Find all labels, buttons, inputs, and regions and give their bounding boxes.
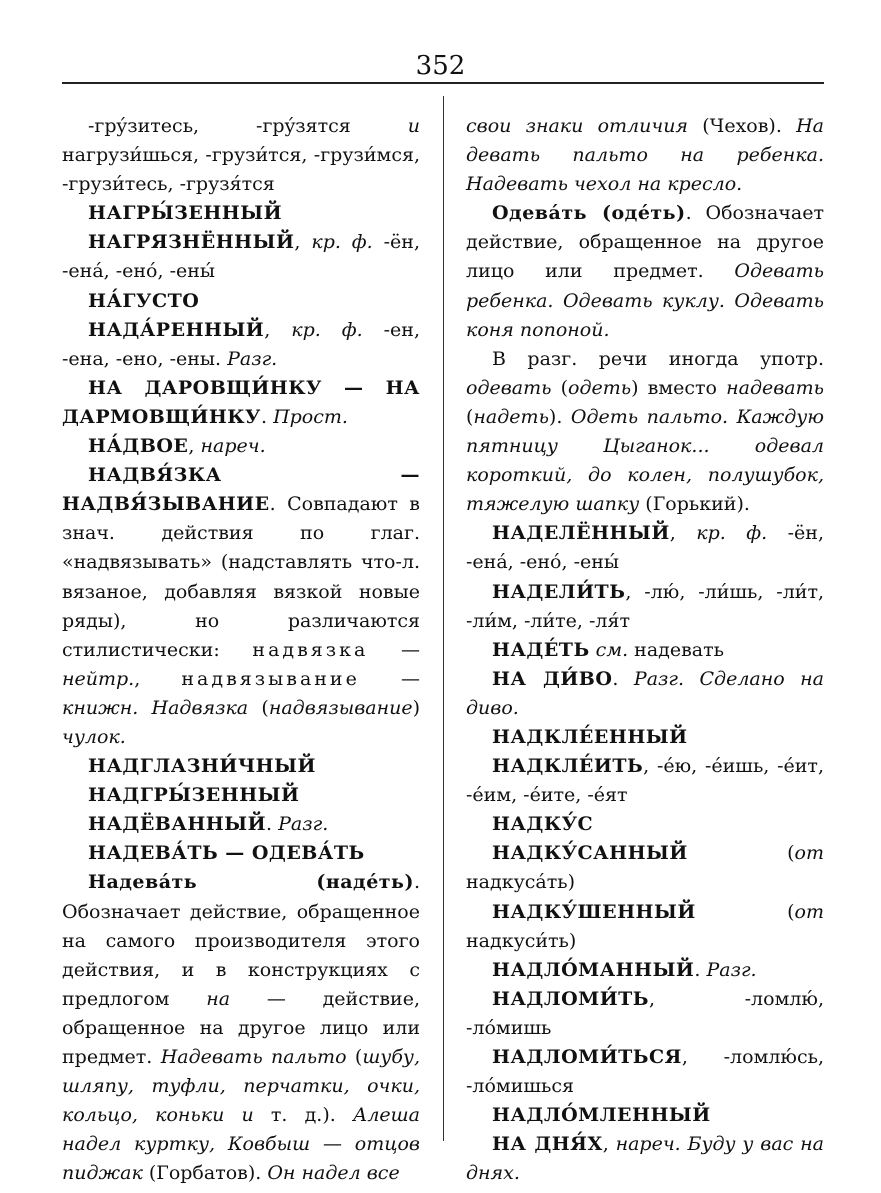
entry-text: надвязка xyxy=(252,638,369,661)
entry-text: , xyxy=(264,318,292,341)
entry-text: от xyxy=(794,842,824,865)
entry-text: кр. ф. xyxy=(291,318,363,341)
headword: НАДЛОМИ́ТЬ xyxy=(492,987,649,1010)
entry-text: т. д.). xyxy=(253,1104,353,1127)
entry-text: . Совпадают в знач. действия по глаг. «надвязывать» (надставлять что-л. вязаное, добавляя вязкой новые ряды), но различаются стилистически: xyxy=(62,493,420,661)
entry-text: -ён, -енá, -енó, -ены́ xyxy=(466,522,824,574)
entry-text: . Обозначает действие, обращенное на самого производителя этого действия, и в конструкциях с предлогом xyxy=(62,871,420,1010)
headword: НАДГЛАЗНИ́ЧНЫЙ xyxy=(88,755,316,778)
headword: НАДА́РЕННЫЙ xyxy=(88,318,265,341)
headword: НАДКУ́ШЕННЫЙ xyxy=(492,900,696,923)
entry-text: Надевать пальто xyxy=(160,1046,347,1068)
entry-text: надкусáть) xyxy=(466,871,575,894)
entry-text: . xyxy=(260,405,274,428)
headword: НАДЕЛИ́ТЬ xyxy=(492,580,626,603)
dictionary-entry xyxy=(466,752,824,810)
entry-text: -ён, -енá, -енó, -ены́ xyxy=(62,231,420,283)
entry-text: одевать xyxy=(466,376,552,399)
dictionary-entry xyxy=(466,956,824,985)
entry-text: , -éю, -éишь, -éит, -éим, -éите, -éят xyxy=(466,755,824,807)
dictionary-entry xyxy=(466,578,824,636)
entry-text: ) xyxy=(412,696,420,719)
entry-text: одеть xyxy=(568,376,632,399)
dictionary-entry xyxy=(62,461,420,752)
entry-text: ) вместо xyxy=(631,376,727,399)
dictionary-entry xyxy=(466,519,824,577)
entry-text: Разг. Сделано на диво. xyxy=(466,667,824,719)
dictionary-entry xyxy=(466,810,824,839)
dictionary-entry xyxy=(62,228,420,286)
dictionary-entry xyxy=(62,868,420,1188)
entry-text: (Горький). xyxy=(639,493,750,516)
entry-text: шубу, шляпу, туфли, перчатки, очки, кольцо, коньки xyxy=(62,1046,420,1127)
entry-text: кр. ф. xyxy=(696,522,768,545)
headword: НАГРЫ́ЗЕННЫЙ xyxy=(88,202,283,225)
entry-text: нагрузи́шься, -грузи́тся, -грузи́мся, -грузи́тесь, -грузя́тся xyxy=(62,144,420,196)
entry-text: надкуси́ть) xyxy=(466,929,577,952)
entry-text: . xyxy=(694,958,707,981)
dictionary-entry xyxy=(466,723,824,752)
entry-text: надеть xyxy=(473,405,549,428)
entry-text: . xyxy=(266,813,279,836)
left-column xyxy=(62,112,420,1188)
entry-text: на xyxy=(206,987,231,1010)
entry-text: (Чехов). xyxy=(688,115,797,137)
entry-text: и xyxy=(241,1104,254,1127)
dictionary-entry xyxy=(62,287,420,316)
entry-text: ( xyxy=(695,900,795,923)
entry-text: ( xyxy=(248,696,269,719)
dictionary-entry xyxy=(466,1043,824,1101)
entry-text: , -лю́, -ли́шь, -ли́т, -ли́м, -ли́те, -ля́т xyxy=(466,580,824,632)
headword: НАДВЯ́ЗКА — НАДВЯ́ЗЫВАНИЕ xyxy=(62,464,420,516)
headword: НАГРЯЗНЁННЫЙ xyxy=(88,231,295,254)
headword: НАДКЛЕ́ЕННЫЙ xyxy=(492,725,688,748)
headword: НАДЁВАННЫЙ xyxy=(88,813,267,836)
dictionary-entry xyxy=(62,374,420,432)
headword: НАДЕЛЁННЫЙ xyxy=(492,522,670,545)
entry-text: нейтр. xyxy=(62,667,135,690)
entry-text: На девать пальто на ребенка. Надевать чехол на кресло. xyxy=(466,115,824,196)
dictionary-entry xyxy=(466,636,824,665)
dictionary-entry xyxy=(466,345,824,520)
dictionary-entry xyxy=(466,199,824,344)
entry-text: — действие, обращенное на другое лицо или предмет. xyxy=(62,987,420,1068)
entry-text: , xyxy=(669,522,697,545)
entry-text: кр. ф. xyxy=(311,231,373,254)
entry-text: нареч. Буду у вас на днях. xyxy=(466,1133,824,1185)
dictionary-entry xyxy=(466,839,824,897)
entry-text: Разг. xyxy=(706,958,757,981)
entry-text xyxy=(224,1104,241,1126)
entry-text: -грýзитесь, -грýзятся xyxy=(88,115,408,137)
entry-text: ). xyxy=(548,405,571,428)
headword: НАДЛОМИ́ТЬСЯ xyxy=(492,1046,682,1068)
entry-text: книжн. Надвязка xyxy=(62,696,249,719)
entry-text: Разг. xyxy=(278,813,329,836)
entry-text: Он надел все xyxy=(267,1162,400,1185)
entry-text: Прост. xyxy=(273,405,348,428)
headword: Одевáть (одéть) xyxy=(492,202,686,225)
entry-text: надвязывание xyxy=(268,696,413,719)
headword: НАДЕ́ТЬ xyxy=(492,638,590,661)
column-divider xyxy=(443,96,444,1141)
dictionary-entry xyxy=(466,665,824,723)
headword: НАДГРЫ́ЗЕННЫЙ xyxy=(88,784,300,807)
entry-text: см. xyxy=(595,638,629,661)
entry-text: , xyxy=(134,667,182,690)
entry-text: надевать xyxy=(628,638,724,661)
headword: НАДЛО́МЛЕННЫЙ xyxy=(492,1104,711,1127)
header-rule xyxy=(62,82,824,84)
entry-text: (Горбатов). xyxy=(142,1162,268,1185)
entry-text: нареч. xyxy=(200,435,266,458)
headword: НАДЕВА́ТЬ — ОДЕВА́ТЬ xyxy=(88,842,365,865)
entry-text: Разг. xyxy=(227,347,278,370)
entry-text: — xyxy=(359,667,420,690)
headword: НА́ГУСТО xyxy=(88,289,200,312)
dictionary-entry xyxy=(62,112,420,199)
dictionary-entry xyxy=(466,1101,824,1130)
entry-text: В разг. речи иногда употр. xyxy=(492,347,824,370)
entry-text: — xyxy=(368,638,421,661)
headword: Надевáть (надéть) xyxy=(88,871,414,894)
entry-text: ( xyxy=(551,376,569,399)
dictionary-entry xyxy=(62,752,420,781)
headword: НА́ДВОЕ xyxy=(88,435,189,458)
entry-text: . Обозначает действие, обращенное на другое лицо или предмет. xyxy=(466,202,824,283)
entry-text: . xyxy=(612,667,634,690)
entry-text: ( xyxy=(346,1046,363,1068)
entry-text: , -ломлю́сь, -ло́мишься xyxy=(466,1046,824,1098)
headword: НА ДИ́ВО xyxy=(492,667,613,690)
dictionary-entry xyxy=(466,112,824,199)
entry-text: , xyxy=(188,435,201,458)
dictionary-entry xyxy=(62,781,420,810)
dictionary-entry xyxy=(62,839,420,868)
entry-text: и xyxy=(407,115,420,137)
entry-text: Алеша надел куртку, Ковбыш — отцов пиджак xyxy=(62,1104,420,1185)
entry-text: чулок. xyxy=(62,725,126,748)
entry-text: , xyxy=(602,1133,616,1156)
entry-text: от xyxy=(794,900,824,923)
entry-text: ( xyxy=(466,405,474,428)
page-number: 352 xyxy=(415,51,466,81)
headword: НА ДАРОВЩИ́НКУ — НА ДАРМОВЩИ́НКУ xyxy=(62,376,420,428)
entry-text: свои знаки отличия xyxy=(466,115,689,137)
headword: НА ДНЯ́Х xyxy=(492,1133,603,1156)
headword: НАДКУ́С xyxy=(492,813,594,836)
dictionary-entry xyxy=(466,1130,824,1188)
entry-text: -ен, -ена, -ено, -ены. xyxy=(62,318,420,370)
right-column xyxy=(466,112,824,1188)
dictionary-entry xyxy=(466,985,824,1043)
entry-text: надвязывание xyxy=(181,667,360,690)
entry-text: , xyxy=(294,231,312,254)
dictionary-entry xyxy=(62,199,420,228)
entry-text: Одевать ребенка. Одевать куклу. Одевать коня попоной. xyxy=(466,260,824,341)
dictionary-entry xyxy=(62,316,420,374)
entry-text: ( xyxy=(687,842,795,865)
dictionary-entry xyxy=(62,432,420,461)
headword: НАДЛО́МАННЫЙ xyxy=(492,958,695,981)
entry-text: Одеть пальто. Каждую пятницу Цыганок... одевал короткий, до колен, полушубок, тяжелую шапку xyxy=(466,405,824,516)
entry-text: надевать xyxy=(726,376,824,399)
dictionary-entry xyxy=(466,898,824,956)
headword: НАДКЛЕ́ИТЬ xyxy=(492,755,644,778)
headword: НАДКУ́САННЫЙ xyxy=(492,842,688,865)
entry-text: , -ломлю́, -ло́мишь xyxy=(466,987,824,1039)
dictionary-entry xyxy=(62,810,420,839)
